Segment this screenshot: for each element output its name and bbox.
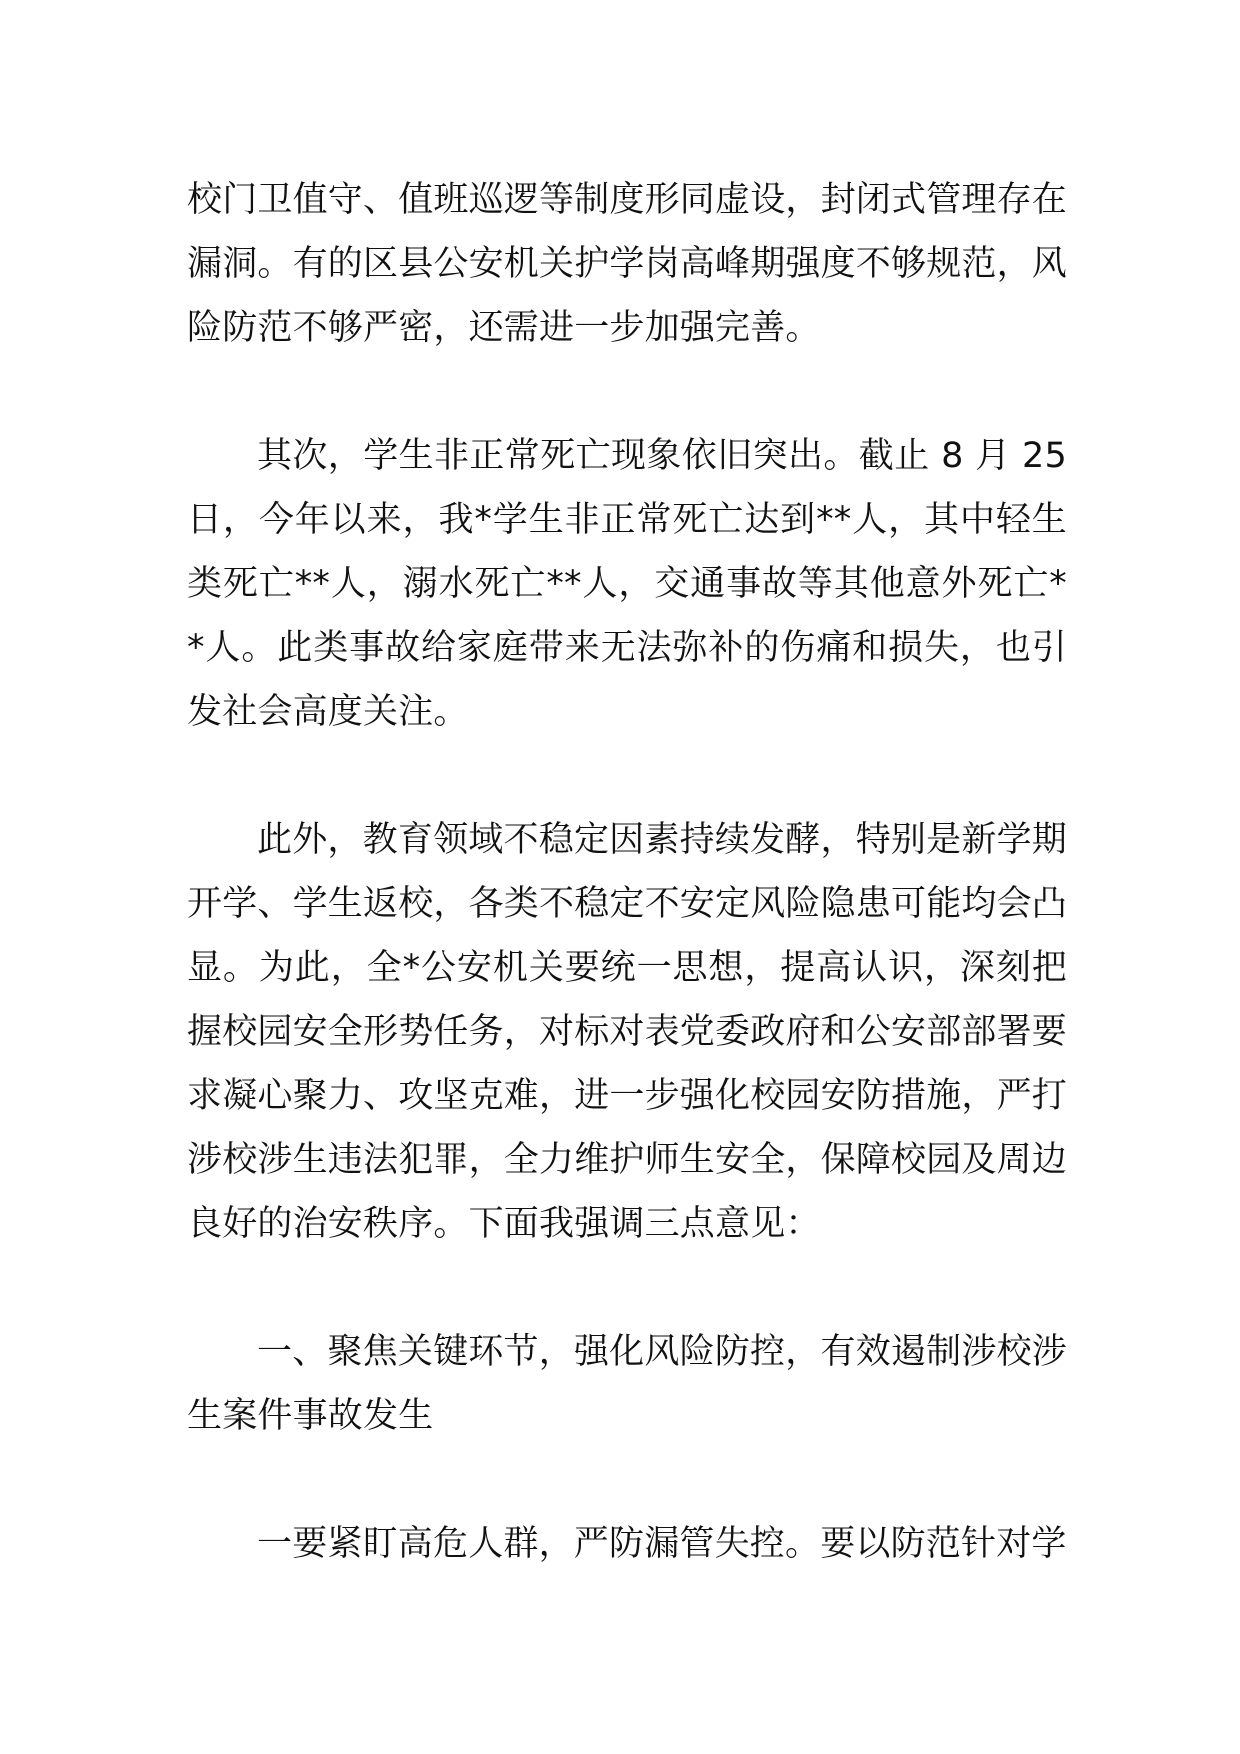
paragraph-high-risk-groups: 一要紧盯高危人群，严防漏管失控。要以防范针对学 bbox=[257, 1524, 1067, 1564]
paragraph-campus-gate-duty: 校门卫值守、值班巡逻等制度形同虚设，封闭式管理存在漏洞。有的区县公安机关护学岗高峰期强度不够规范，风险防范不够严密，还需进一步加强完善。 bbox=[187, 180, 1068, 348]
paragraph-student-abnormal-deaths: 其次，学生非正常死亡现象依旧突出。截止 8 月 25 日，今年以来，我*学生非正常死亡达到**人，其中轻生类死亡**人，溺水死亡**人，交通事故等其他意外死亡**人。此类事故给家庭带来无法弥补的伤痛和损失，也引发社会高度关注。 bbox=[187, 436, 1067, 732]
paragraph-education-instability: 此外，教育领域不稳定因素持续发酵，特别是新学期开学、学生返校，各类不稳定不安定风险隐患可能均会凸显。为此，全*公安机关要统一思想，提高认识，深刻把握校园安全形势任务，对标对表党委政府和公安部部署要求凝心聚力、攻坚克难，进一步强化校园安防措施，严打涉校涉生违法犯罪，全力维护师生安全，保障校园及周边良好的治安秩序。下面我强调三点意见： bbox=[187, 820, 1068, 1244]
section-heading-one: 一、聚焦关键环节，强化风险防控，有效遏制涉校涉生案件事故发生 bbox=[187, 1332, 1067, 1436]
document-body bbox=[187, 168, 1067, 1576]
